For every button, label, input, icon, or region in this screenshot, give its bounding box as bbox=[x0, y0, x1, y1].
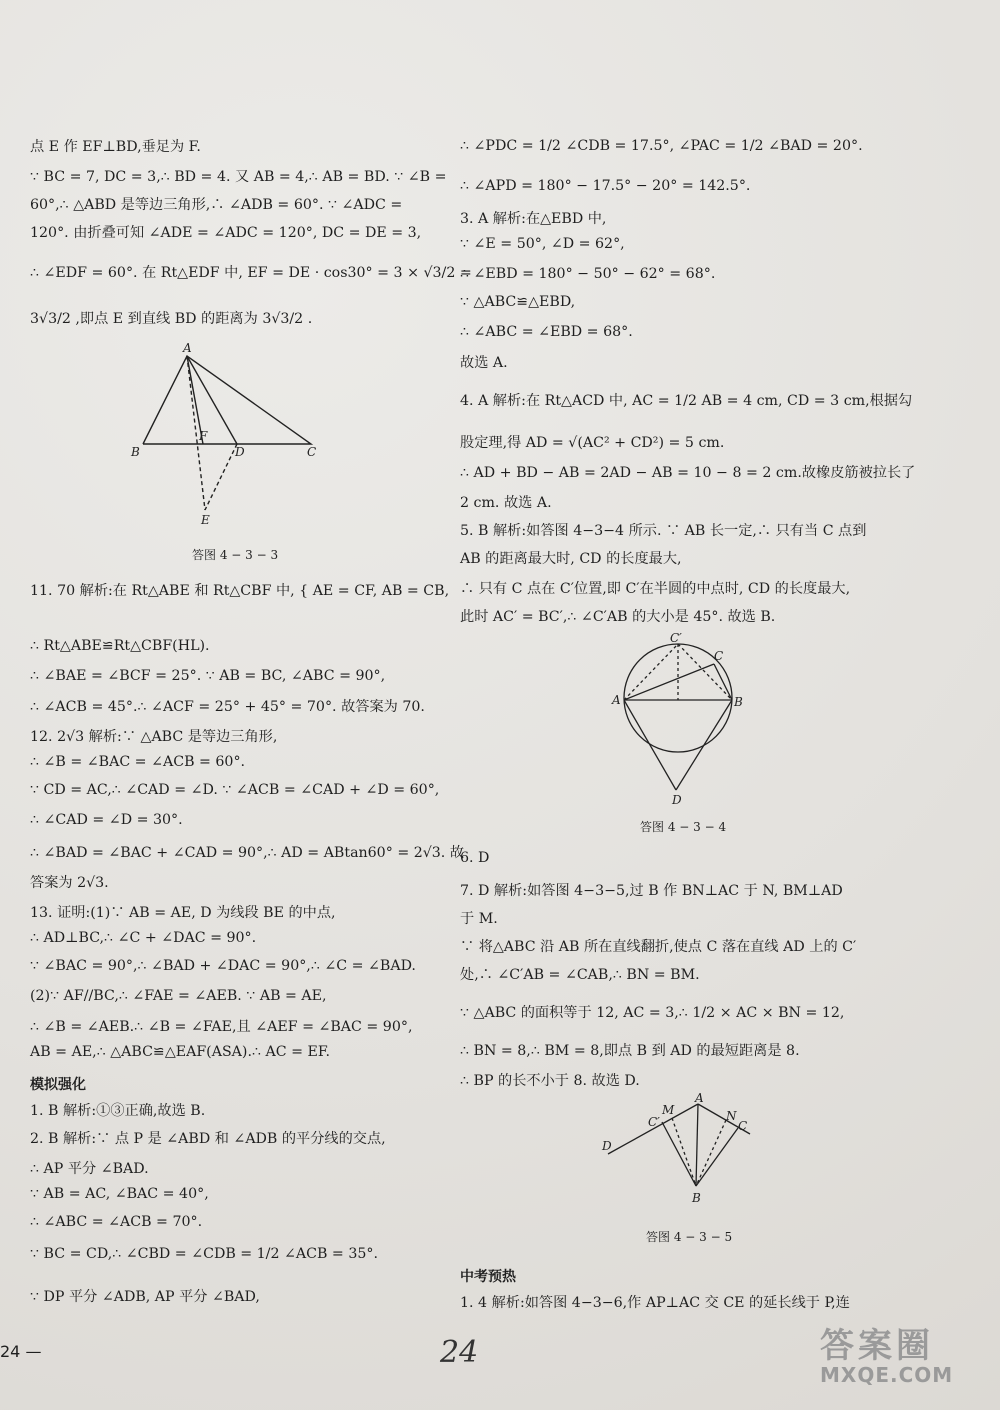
left-text-line: 2. B 解析:∵ 点 P 是 ∠ABD 和 ∠ADB 的平分线的交点, bbox=[30, 1131, 386, 1147]
figure-4-3-3 bbox=[125, 340, 325, 530]
left-text-line: 60°,∴ △ABD 是等边三角形,∴ ∠ADB = 60°. ∵ ∠ADC = bbox=[30, 197, 403, 213]
right-text-line: ∴ BN = 8,∴ BM = 8,即点 B 到 AD 的最短距离是 8. bbox=[460, 1043, 800, 1059]
left-text-line: ∴ AP 平分 ∠BAD. bbox=[30, 1161, 149, 1177]
left-text-line: ∵ ∠BAC = 90°,∴ ∠BAD + ∠DAC = 90°,∴ ∠C = ∠BAD. bbox=[30, 958, 416, 974]
right-text-line: ∴ ∠APD = 180° − 17.5° − 20° = 142.5°. bbox=[460, 178, 751, 194]
handwritten-page-number: 24 bbox=[440, 1335, 479, 1370]
left-text-line: 12. 2√3 解析:∵ △ABC 是等边三角形, bbox=[30, 729, 278, 745]
left-text-line: ∴ ∠ABC = ∠ACB = 70°. bbox=[30, 1214, 203, 1230]
fig3-label-d: D bbox=[235, 445, 245, 459]
right-text-line: ∴ ∠ABC = ∠EBD = 68°. bbox=[460, 324, 633, 340]
fig3-label-e: E bbox=[201, 513, 210, 527]
right-text-line: 故选 A. bbox=[460, 355, 508, 371]
fig4-label-a: A bbox=[612, 693, 621, 707]
left-text-line: 11. 70 解析:在 Rt△ABE 和 Rt△CBF 中, { AE = CF, AB = CB, bbox=[30, 583, 450, 599]
watermark-logo bbox=[820, 1318, 990, 1404]
fig4-label-b: B bbox=[734, 695, 743, 709]
right-text-line: ∴ ∠PDC = 1/2 ∠CDB = 17.5°, ∠PAC = 1/2 ∠BAD = 20°. bbox=[460, 138, 863, 154]
watermark-line-2: MXQE.COM bbox=[820, 1363, 954, 1387]
fig5-label-a: A bbox=[695, 1091, 704, 1105]
right-text-line: ∵ ∠E = 50°, ∠D = 62°, bbox=[460, 236, 625, 252]
left-text-line: 答案为 2√3. bbox=[30, 875, 109, 891]
right-text-line: 4. A 解析:在 Rt△ACD 中, AC = 1/2 AB = 4 cm, CD = 3 cm,根据勾 bbox=[460, 393, 913, 409]
watermark-line-1: 答案圈 bbox=[820, 1326, 934, 1366]
fig5-label-d: D bbox=[602, 1139, 612, 1153]
right-text-line: 此时 AC′ = BC′,∴ ∠C′AB 的大小是 45°. 故选 B. bbox=[460, 609, 776, 625]
left-text-line: ∵ CD = AC,∴ ∠CAD = ∠D. ∵ ∠ACB = ∠CAD + ∠D = 60°, bbox=[30, 782, 440, 798]
fig5-label-n: N bbox=[726, 1109, 737, 1123]
right-text-line: 股定理,得 AD = √(AC² + CD²) = 5 cm. bbox=[460, 435, 725, 451]
left-text-line: ∴ AD⊥BC,∴ ∠C + ∠DAC = 90°. bbox=[30, 930, 257, 946]
fig4-label-d: D bbox=[672, 793, 682, 807]
right-text-line: AB 的距离最大时, CD 的长度最大, bbox=[460, 551, 682, 567]
left-text-line: 13. 证明:(1)∵ AB = AE, D 为线段 BE 的中点, bbox=[30, 905, 336, 921]
page-number: 24 — bbox=[0, 1342, 42, 1361]
fig5-label-b: B bbox=[692, 1191, 701, 1205]
left-text-line: 点 E 作 EF⊥BD,垂足为 F. bbox=[30, 139, 201, 155]
left-text-line: ∵ AB = AC, ∠BAC = 40°, bbox=[30, 1186, 209, 1202]
figure-4-3-5-caption: 答图 4 − 3 − 5 bbox=[646, 1230, 733, 1244]
left-text-line: 3√3/2 ,即点 E 到直线 BD 的距离为 3√3/2 . bbox=[30, 311, 313, 327]
left-text-line: ∵ BC = 7, DC = 3,∴ BD = 4. 又 AB = 4,∴ AB = BD. ∵ ∠B = bbox=[30, 169, 447, 185]
right-text-line: 6. D bbox=[460, 850, 490, 866]
left-text-line: ∴ ∠CAD = ∠D = 30°. bbox=[30, 812, 183, 828]
right-text-line: ∵ △ABC≌△EBD, bbox=[460, 294, 576, 310]
left-text-line: AB = AE,∴ △ABC≌△EAF(ASA).∴ AC = EF. bbox=[30, 1044, 331, 1060]
left-text-line: (2)∵ AF//BC,∴ ∠FAE = ∠AEB. ∵ AB = AE, bbox=[30, 988, 327, 1004]
left-text-line: ∴ ∠ACB = 45°.∴ ∠ACF = 25° + 45° = 70°. 故答案为 70. bbox=[30, 699, 425, 715]
left-text-line: 1. B 解析:①③正确,故选 B. bbox=[30, 1103, 206, 1119]
fig3-label-b: B bbox=[131, 445, 140, 459]
right-text-line: 5. B 解析:如答图 4−3−4 所示. ∵ AB 长一定,∴ 只有当 C 点到 bbox=[460, 523, 867, 539]
left-text-line: ∴ ∠EDF = 60°. 在 Rt△EDF 中, EF = DE · cos30° = 3 × √3/2 = bbox=[30, 265, 472, 281]
right-text-line: ∴ ∠EBD = 180° − 50° − 62° = 68°. bbox=[460, 266, 716, 282]
right-text-line: 7. D 解析:如答图 4−3−5,过 B 作 BN⊥AC 于 N, BM⊥AD bbox=[460, 883, 843, 899]
fig3-label-c: C bbox=[307, 445, 317, 459]
fig3-label-f: F bbox=[199, 429, 208, 443]
left-text-line: ∴ ∠BAD = ∠BAC + ∠CAD = 90°,∴ AD = ABtan60° = 2√3. 故 bbox=[30, 845, 465, 861]
right-text-line: 1. 4 解析:如答图 4−3−6,作 AP⊥AC 交 CE 的延长线于 P,连 bbox=[460, 1295, 850, 1311]
left-text-line: ∴ ∠B = ∠AEB.∴ ∠B = ∠FAE,且 ∠AEF = ∠BAC = 90°, bbox=[30, 1019, 413, 1035]
left-text-line: ∴ Rt△ABE≌Rt△CBF(HL). bbox=[30, 638, 210, 654]
fig3-label-a: A bbox=[183, 341, 192, 355]
figure-4-3-4-caption: 答图 4 − 3 − 4 bbox=[640, 820, 727, 834]
right-text-line: 于 M. bbox=[460, 911, 498, 927]
fig4-label-c: C bbox=[714, 649, 724, 663]
fig5-label-m: M bbox=[662, 1103, 675, 1117]
right-text-line: ∴ BP 的长不小于 8. 故选 D. bbox=[460, 1073, 640, 1089]
right-text-line: 2 cm. 故选 A. bbox=[460, 495, 552, 511]
right-text-line: 中考预热 bbox=[460, 1269, 516, 1285]
left-text-line: ∵ BC = CD,∴ ∠CBD = ∠CDB = 1/2 ∠ACB = 35°. bbox=[30, 1246, 378, 1262]
figure-4-3-5 bbox=[600, 1090, 770, 1210]
figure-4-3-4 bbox=[610, 628, 750, 808]
right-text-line: ∴ AD + BD − AB = 2AD − AB = 10 − 8 = 2 cm.故橡皮筋被拉长了 bbox=[460, 465, 916, 481]
right-text-line: 3. A 解析:在△EBD 中, bbox=[460, 211, 607, 227]
left-text-line: ∵ DP 平分 ∠ADB, AP 平分 ∠BAD, bbox=[30, 1289, 260, 1305]
right-text-line: ∵ △ABC 的面积等于 12, AC = 3,∴ 1/2 × AC × BN = 12, bbox=[460, 1005, 845, 1021]
right-text-line: ∴ 只有 C 点在 C′位置,即 C′在半圆的中点时, CD 的长度最大, bbox=[460, 581, 851, 597]
fig5-label-c-prime: C′ bbox=[648, 1115, 660, 1129]
fig5-label-c: C bbox=[738, 1119, 748, 1133]
left-text-line: ∴ ∠B = ∠BAC = ∠ACB = 60°. bbox=[30, 754, 246, 770]
left-text-line: 模拟强化 bbox=[30, 1077, 86, 1093]
right-text-line: 处,∴ ∠C′AB = ∠CAB,∴ BN = BM. bbox=[460, 967, 700, 983]
figure-4-3-3-caption: 答图 4 − 3 − 3 bbox=[192, 548, 279, 562]
left-text-line: ∴ ∠BAE = ∠BCF = 25°. ∵ AB = BC, ∠ABC = 90°, bbox=[30, 668, 386, 684]
right-text-line: ∵ 将△ABC 沿 AB 所在直线翻折,使点 C 落在直线 AD 上的 C′ bbox=[460, 939, 857, 955]
fig4-label-c-prime: C′ bbox=[670, 631, 682, 645]
left-text-line: 120°. 由折叠可知 ∠ADE = ∠ADC = 120°, DC = DE = 3, bbox=[30, 225, 422, 241]
